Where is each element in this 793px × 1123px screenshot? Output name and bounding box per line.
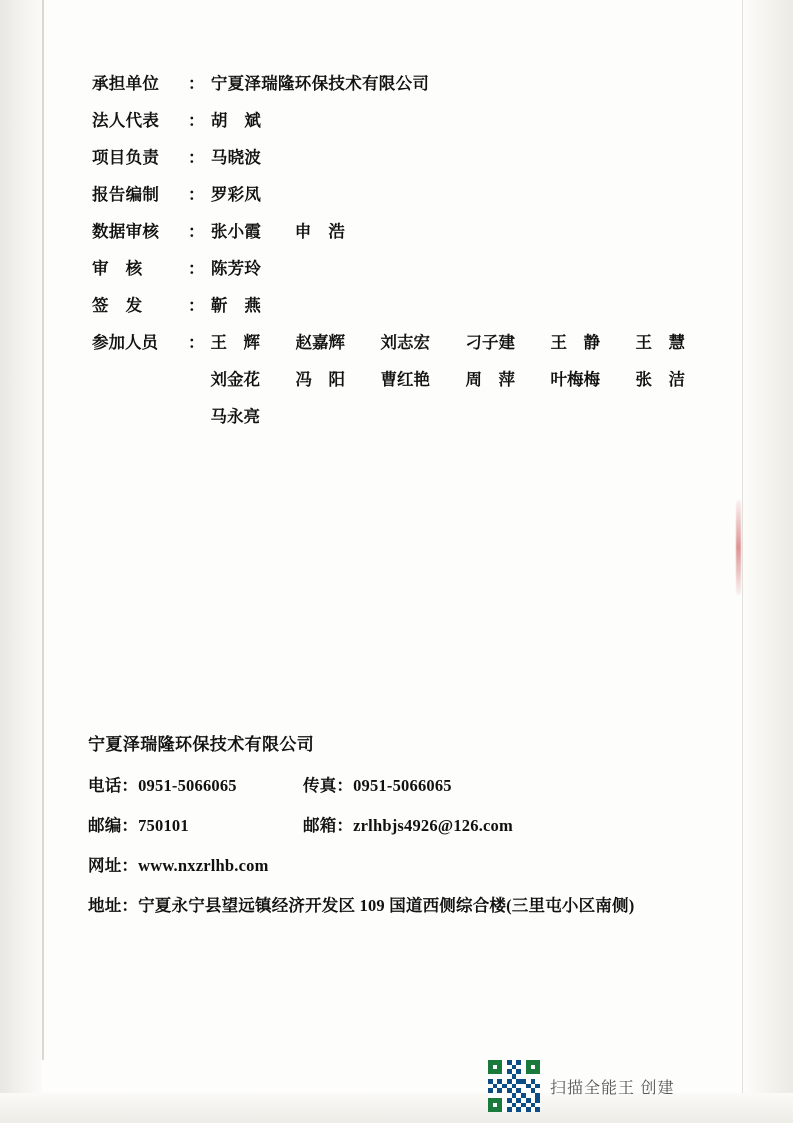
participant-name: 叶梅梅 — [550, 370, 600, 389]
credit-row — [92, 218, 702, 242]
credit-label: 签 发 — [92, 296, 143, 315]
credit-label: 法人代表 — [92, 111, 160, 130]
credit-row — [92, 144, 702, 168]
postcode-value: 750101 — [138, 816, 189, 835]
participant-name: 王 慧 — [635, 333, 685, 352]
credit-label: 报告编制 — [92, 185, 160, 204]
participants-line — [211, 403, 721, 427]
credits-block — [92, 70, 702, 427]
credit-colon: ： — [188, 222, 205, 241]
credit-row — [92, 292, 702, 316]
fax-label: 传真： — [303, 776, 354, 795]
address-line — [88, 892, 728, 916]
address-label: 地址： — [88, 896, 139, 915]
participant-name: 刁子建 — [465, 333, 515, 352]
phone-label: 电话： — [88, 776, 139, 795]
phone-value: 0951-5066065 — [138, 776, 237, 795]
credit-value: 胡 斌 — [210, 111, 262, 130]
participant-name: 刘志宏 — [380, 333, 430, 352]
page-right-edge — [743, 0, 793, 1123]
scanner-watermark — [488, 1060, 674, 1112]
participants-names — [211, 329, 721, 427]
website-line — [88, 852, 728, 876]
fax-value: 0951-5066065 — [353, 776, 452, 795]
phone-fax-line — [88, 772, 728, 796]
participant-name: 王 静 — [550, 333, 600, 352]
credit-label: 审 核 — [92, 259, 143, 278]
participants-label: 参加人员 — [92, 333, 158, 352]
credit-value: 靳 燕 — [210, 296, 262, 315]
credit-colon: ： — [188, 296, 205, 315]
participant-name: 王 辉 — [210, 333, 260, 352]
credit-row — [92, 107, 702, 131]
email-label: 邮箱： — [303, 816, 354, 835]
participant-name: 刘金花 — [210, 370, 260, 389]
participant-name: 曹红艳 — [380, 370, 430, 389]
phone-field — [88, 772, 303, 796]
postcode-label: 邮编： — [88, 816, 139, 835]
participant-name: 赵嘉辉 — [295, 333, 345, 352]
fax-field — [303, 772, 728, 796]
postcode-email-line — [88, 812, 728, 836]
participant-name: 周 萍 — [465, 370, 515, 389]
credit-colon: ： — [188, 148, 205, 167]
credit-row — [92, 181, 702, 205]
credit-value: 陈芳玲 — [210, 259, 262, 278]
website-label: 网址： — [88, 856, 139, 875]
email-value: zrlhbjs4926@126.com — [353, 816, 513, 835]
red-ink-mark — [736, 500, 741, 595]
participant-name: 冯 阳 — [295, 370, 345, 389]
participant-name: 马永亮 — [210, 407, 260, 426]
credit-colon: ： — [188, 185, 205, 204]
page-right-fold-line — [742, 0, 743, 1123]
participant-name: 张 洁 — [635, 370, 685, 389]
page-left-fold-line — [42, 0, 44, 1060]
qr-code-icon — [488, 1060, 540, 1112]
company-contact-block — [88, 730, 728, 916]
credit-row — [92, 255, 702, 279]
credit-colon: ： — [188, 333, 205, 352]
credit-label: 承担单位 — [92, 74, 160, 93]
credit-colon: ： — [188, 74, 205, 93]
page-left-edge — [0, 0, 42, 1123]
participants-block — [92, 329, 702, 427]
credit-colon: ： — [188, 259, 205, 278]
credit-label: 数据审核 — [92, 222, 160, 241]
credit-value: 张小霞 申 浩 — [210, 222, 346, 241]
credit-value: 马晓波 — [210, 148, 262, 167]
company-name: 宁夏泽瑞隆环保技术有限公司 — [88, 735, 315, 754]
address-value: 宁夏永宁县望远镇经济开发区 109 国道西侧综合楼(三里屯小区南侧) — [138, 896, 635, 915]
watermark-text: 扫描全能王 创建 — [550, 1079, 675, 1097]
email-field — [303, 812, 728, 836]
credit-row — [92, 70, 702, 94]
credit-value: 宁夏泽瑞隆环保技术有限公司 — [210, 74, 430, 93]
participants-line — [211, 366, 721, 390]
postcode-field — [88, 812, 303, 836]
credit-colon: ： — [188, 111, 205, 130]
participants-line — [211, 329, 721, 353]
credit-label: 项目负责 — [92, 148, 160, 167]
website-value: www.nxzrlhb.com — [138, 856, 269, 875]
credit-value: 罗彩凤 — [210, 185, 262, 204]
